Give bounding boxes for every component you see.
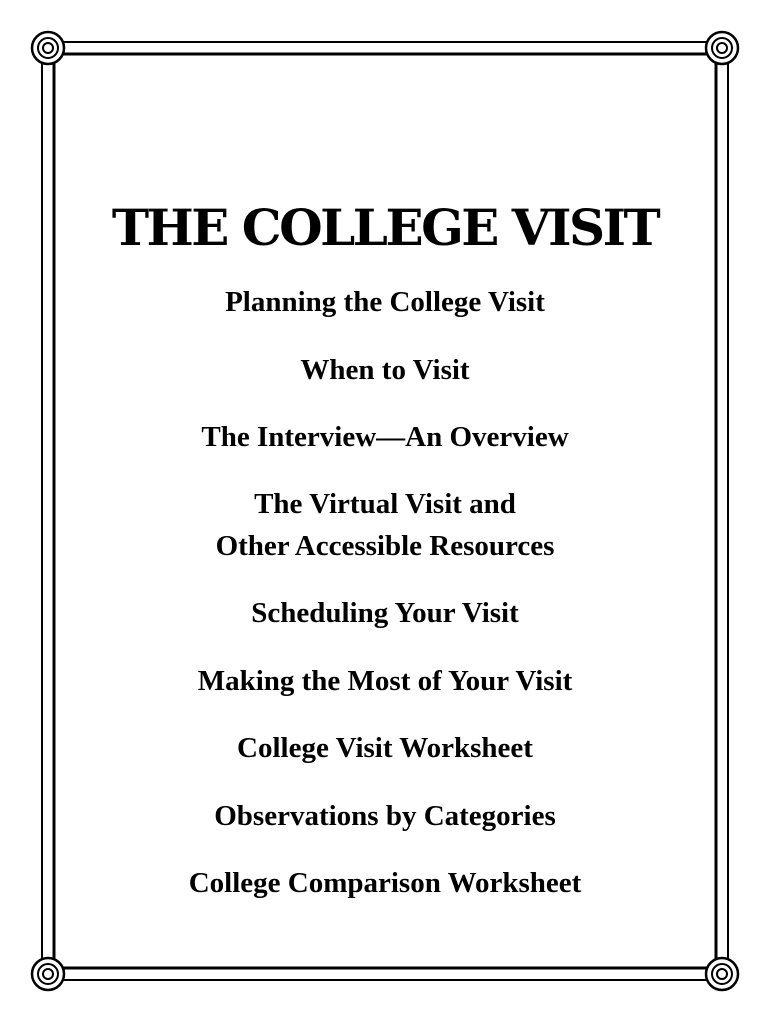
toc-item-making-the-most: Making the Most of Your Visit	[197, 665, 573, 697]
toc-item-observations: Observations by Categories	[214, 800, 556, 832]
toc-item-when-to-visit: When to Visit	[300, 354, 470, 386]
page-content	[60, 0, 710, 1024]
corner-ornament-top-right	[706, 32, 738, 64]
toc-item-planning: Planning the College Visit	[225, 286, 545, 318]
toc-item-comparison-worksheet: College Comparison Worksheet	[188, 867, 582, 899]
page-title: THE COLLEGE VISIT	[111, 198, 659, 257]
toc-item-visit-worksheet: College Visit Worksheet	[237, 732, 533, 764]
toc-item-virtual-visit-line1: The Virtual Visit and	[254, 488, 516, 520]
toc-item-scheduling: Scheduling Your Visit	[251, 597, 519, 629]
toc-item-interview: The Interview—An Overview	[201, 421, 569, 453]
corner-ornament-bottom-right	[706, 958, 738, 990]
toc-item-virtual-visit-line2: Other Accessible Resources	[215, 530, 555, 562]
